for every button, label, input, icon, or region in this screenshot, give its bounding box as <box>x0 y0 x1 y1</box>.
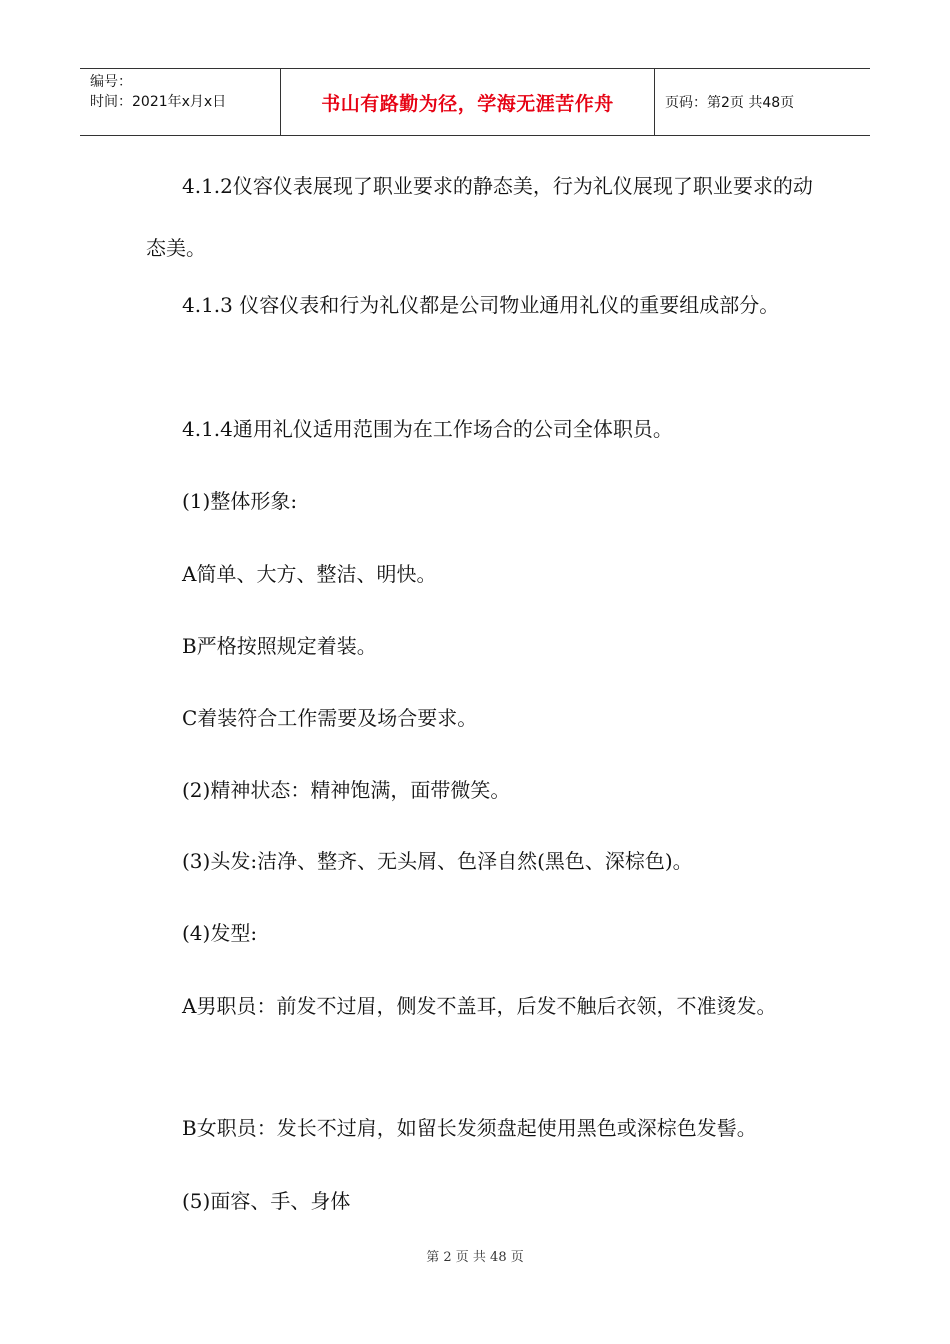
list-item-spirit: (2)精神状态：精神饱满，面带微笑。 <box>182 778 511 802</box>
list-item-hair: (3)头发:洁净、整齐、无头屑、色泽自然(黑色、深棕色)。 <box>182 849 693 873</box>
list-item-overall-image: (1)整体形象: <box>182 489 298 513</box>
date-label: 时间：2021年x月x日 <box>90 94 227 110</box>
list-item-a-simple: A简单、大方、整洁、明快。 <box>182 562 437 586</box>
paragraph-4-1-2: 4.1.2仪容仪表展现了职业要求的静态美，行为礼仪展现了职业要求的动态美。 <box>146 174 813 260</box>
paragraph-4-1-4: 4.1.4通用礼仪适用范围为在工作场合的公司全体职员。 <box>182 417 673 441</box>
page-footer: 第 2 页 共 48 页 <box>426 1250 524 1265</box>
paragraph-4-1-3: 4.1.3 仪容仪表和行为礼仪都是公司物业通用礼仪的重要组成部分。 <box>182 293 780 317</box>
header-page-info: 页码：第2页 共48页 <box>665 95 795 111</box>
header-motto: 书山有路勤为径，学海无涯苦作舟 <box>281 69 655 135</box>
list-item-c-occasion: C着装符合工作需要及场合要求。 <box>182 706 478 730</box>
header-meta <box>80 69 281 135</box>
list-item-face-hands-body: (5)面容、手、身体 <box>182 1189 351 1213</box>
list-item-b-dress: B严格按照规定着装。 <box>182 634 377 658</box>
list-item-female-staff: B女职员：发长不过肩，如留长发须盘起使用黑色或深棕色发髻。 <box>182 1116 757 1140</box>
list-item-hairstyle: (4)发型: <box>182 921 258 945</box>
serial-number-label: 编号： <box>90 74 132 90</box>
page-header <box>80 68 870 136</box>
list-item-male-staff: A男职员：前发不过眉，侧发不盖耳，后发不触后衣领，不准烫发。 <box>182 994 777 1018</box>
